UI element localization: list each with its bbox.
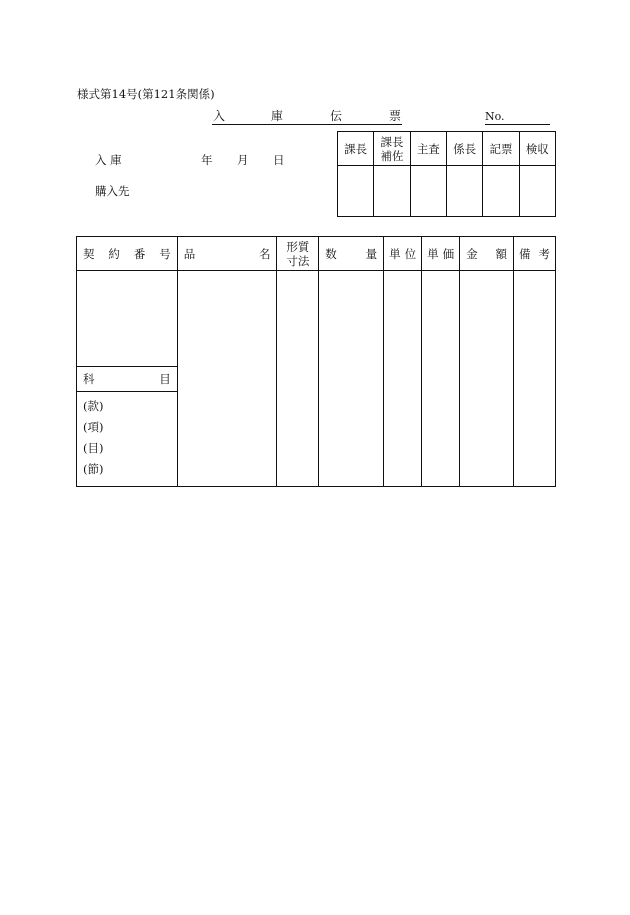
date-day: 日 — [273, 153, 285, 167]
approval-header: 課長 — [338, 132, 374, 166]
header-remarks: 備 考 — [513, 237, 555, 271]
subject-list — [77, 392, 177, 480]
approval-header: 係長 — [446, 132, 482, 166]
approval-header: 記票 — [483, 132, 519, 166]
number-label: No. — [485, 110, 505, 123]
stamp-cell[interactable] — [483, 166, 519, 217]
subject-setsu: (節) — [83, 462, 104, 476]
title-char: 入 — [213, 109, 226, 123]
number-field[interactable] — [485, 110, 550, 125]
header-form-size: 形質 寸法 — [277, 237, 319, 271]
header-item-name: 品 名 — [177, 237, 277, 271]
form-id: 様式第14号(第121条関係) — [77, 87, 215, 101]
form-size-cell[interactable] — [277, 271, 319, 487]
approval-header: 課長 補佐 — [374, 132, 410, 166]
title-char: 庫 — [271, 109, 284, 123]
stamp-cell[interactable] — [338, 166, 374, 217]
approval-header: 主査 — [410, 132, 446, 166]
form-title — [212, 110, 402, 125]
header-quantity: 数 量 — [319, 237, 384, 271]
date-month: 月 — [237, 153, 249, 167]
receipt-label: 入 庫 — [95, 153, 122, 167]
unit-price-cell[interactable] — [422, 271, 460, 487]
header-unit-price: 単 価 — [422, 237, 460, 271]
supplier-label: 購入先 — [95, 184, 130, 198]
header-amount: 金 額 — [460, 237, 514, 271]
header-contract-no: 契 約 番 号 — [77, 237, 178, 271]
items-table — [76, 236, 556, 487]
stamp-cell[interactable] — [519, 166, 555, 217]
stamp-cell[interactable] — [410, 166, 446, 217]
approval-stamp-table — [337, 131, 556, 217]
title-char: 伝 — [330, 109, 343, 123]
unit-cell[interactable] — [384, 271, 422, 487]
item-name-cell[interactable] — [177, 271, 277, 487]
approval-header: 検収 — [519, 132, 555, 166]
title-char: 票 — [389, 109, 402, 123]
stamp-cell[interactable] — [374, 166, 410, 217]
contract-subject-cell — [77, 271, 178, 487]
date-year: 年 — [201, 153, 213, 167]
stamp-cell[interactable] — [446, 166, 482, 217]
contract-number-area[interactable] — [77, 271, 177, 366]
amount-cell[interactable] — [460, 271, 514, 487]
subject-kan: (款) — [83, 399, 104, 413]
subject-moku: (目) — [83, 441, 104, 455]
subject-label: 科 目 — [77, 366, 177, 392]
header-unit: 単 位 — [384, 237, 422, 271]
remarks-cell[interactable] — [513, 271, 555, 487]
quantity-cell[interactable] — [319, 271, 384, 487]
subject-kou: (項) — [83, 420, 104, 434]
